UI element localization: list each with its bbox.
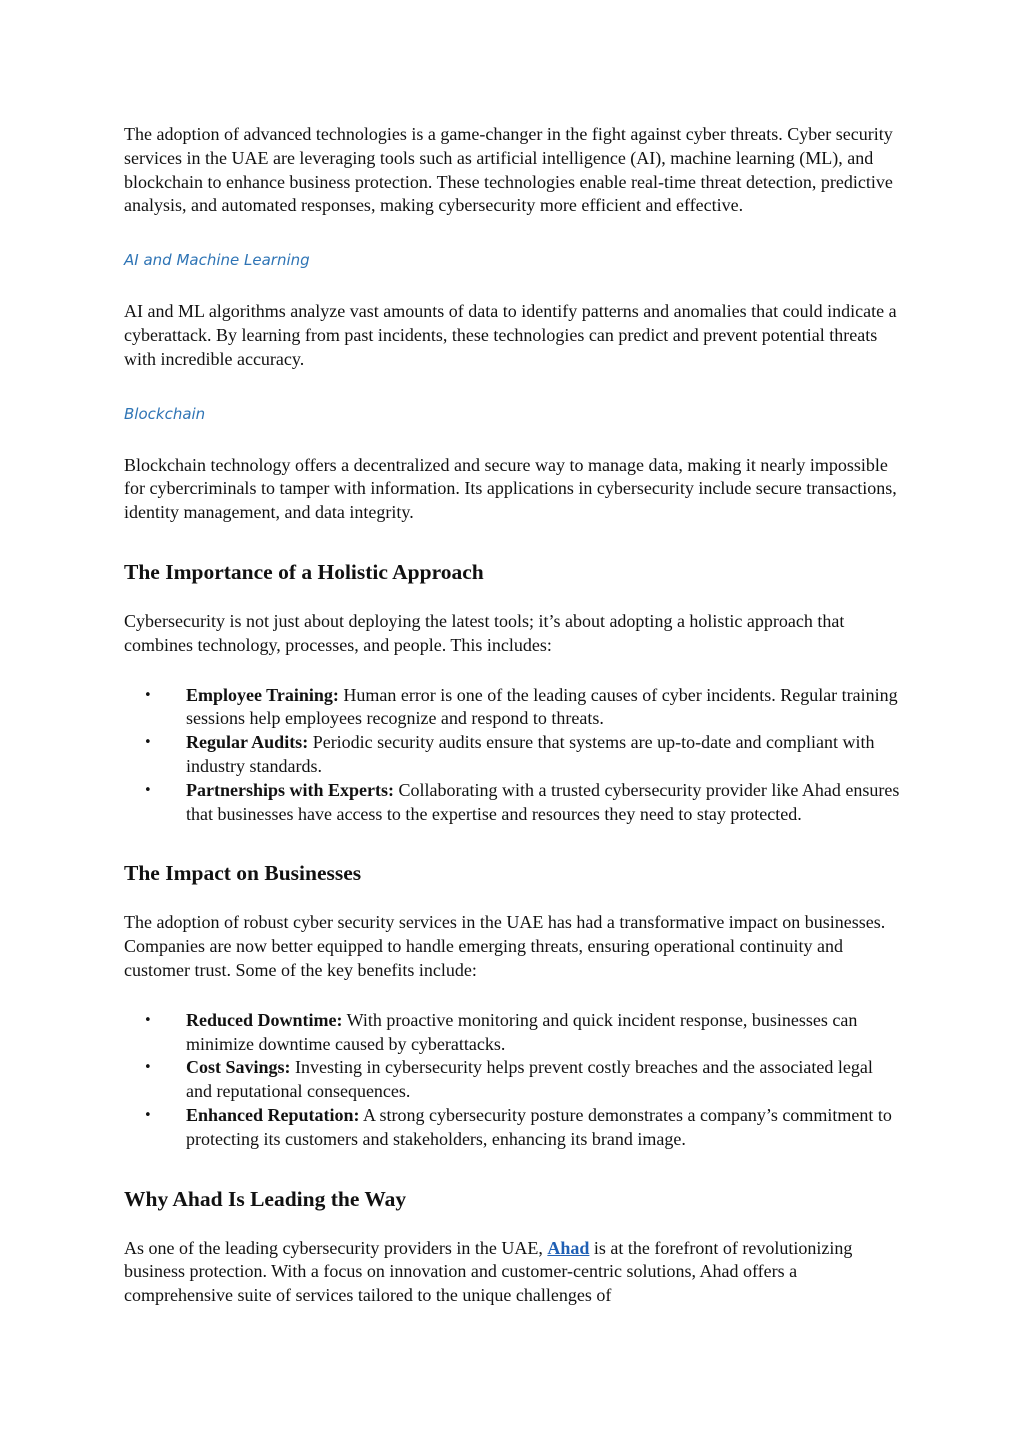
bullet-icon: • xyxy=(144,1107,152,1123)
ai-ml-subheading: AI and Machine Learning xyxy=(124,251,310,270)
list-item-text: Human error is one of the leading causes of cyber incidents. Regular training sessions help employees recognize and respond to threats. xyxy=(186,684,898,729)
impact-heading: The Impact on Businesses xyxy=(124,861,362,886)
blockchain-subheading: Blockchain xyxy=(124,404,206,423)
impact-paragraph: The adoption of robust cyber security services in the UAE has had a transformative impact on businesses. Companies are now better equipped to handle emerging threats, ensuring operational continuity and customer trust. Some of the key benefits include: xyxy=(124,912,886,980)
holistic-heading: The Importance of a Holistic Approach xyxy=(124,559,484,584)
list-item xyxy=(144,731,900,779)
impact-list xyxy=(124,1009,900,1152)
list-item-term: Reduced Downtime: xyxy=(186,1009,343,1030)
document-page xyxy=(124,123,900,1308)
list-item-term: Employee Training: xyxy=(186,684,339,705)
list-item-term: Enhanced Reputation: xyxy=(186,1104,360,1125)
list-item xyxy=(144,1009,900,1057)
list-item xyxy=(144,779,900,827)
ai-ml-paragraph: AI and ML algorithms analyze vast amounts of data to identify patterns and anomalies that could indicate a cyberattack. By learning from past incidents, these technologies can predict and prevent potential threats with incredible accuracy. xyxy=(124,301,897,369)
blockchain-paragraph: Blockchain technology offers a decentralized and secure way to manage data, making it nearly impossible for cybercriminals to tamper with information. Its applications in cybersecurity include secure transactions, identity management, and data integrity. xyxy=(124,454,897,523)
list-item-text: A strong cybersecurity posture demonstrates a company’s commitment to protecting its customers and stakeholders, enhancing its brand image. xyxy=(186,1104,892,1149)
why-ahad-text-end: is at the forefront of revolutionizing business protection. With a focus on innovation and customer-centric solutions, Ahad offers a comprehensive suite of services tailored to the unique challenges of xyxy=(124,1237,853,1306)
holistic-paragraph: Cybersecurity is not just about deploying the latest tools; it’s about adopting a holistic approach that combines technology, processes, and people. This includes: xyxy=(124,610,845,655)
intro-paragraph: The adoption of advanced technologies is a game-changer in the fight against cyber threats. Cyber security services in the UAE are leveraging tools such as artificial intelligence (AI), machine learning (ML), and blockchain to enhance business protection. These technologies enable real-time threat detection, predictive analysis, and automated responses, making cybersecurity more efficient and effective. xyxy=(124,124,893,216)
bullet-icon: • xyxy=(144,782,152,798)
list-item-text: Periodic security audits ensure that systems are up-to-date and compliant with industry standards. xyxy=(186,732,875,776)
list-item-text: Collaborating with a trusted cybersecurity provider like Ahad ensures that businesses have access to the expertise and resources they need to stay protected. xyxy=(186,779,900,824)
bullet-icon: • xyxy=(144,1012,152,1028)
list-item-term: Partnerships with Experts: xyxy=(186,779,394,800)
list-item xyxy=(144,1104,900,1152)
bullet-icon: • xyxy=(144,1060,152,1076)
bullet-icon: • xyxy=(144,735,152,751)
bullet-icon: • xyxy=(144,687,152,703)
list-item-text: Investing in cybersecurity helps prevent costly breaches and the associated legal and reputational consequences. xyxy=(186,1057,873,1102)
list-item xyxy=(144,684,900,732)
why-ahad-heading: Why Ahad Is Leading the Way xyxy=(124,1186,407,1211)
why-ahad-text-start: As one of the leading cybersecurity providers in the UAE, xyxy=(124,1237,548,1258)
holistic-list xyxy=(124,684,900,827)
list-item-text: With proactive monitoring and quick incident response, businesses can minimize downtime caused by cyberattacks. xyxy=(186,1009,858,1054)
list-item xyxy=(144,1056,900,1104)
why-ahad-paragraph xyxy=(124,1237,900,1308)
list-item-term: Cost Savings: xyxy=(186,1057,291,1078)
ahad-link[interactable]: Ahad xyxy=(547,1237,590,1258)
list-item-term: Regular Audits: xyxy=(186,732,309,753)
